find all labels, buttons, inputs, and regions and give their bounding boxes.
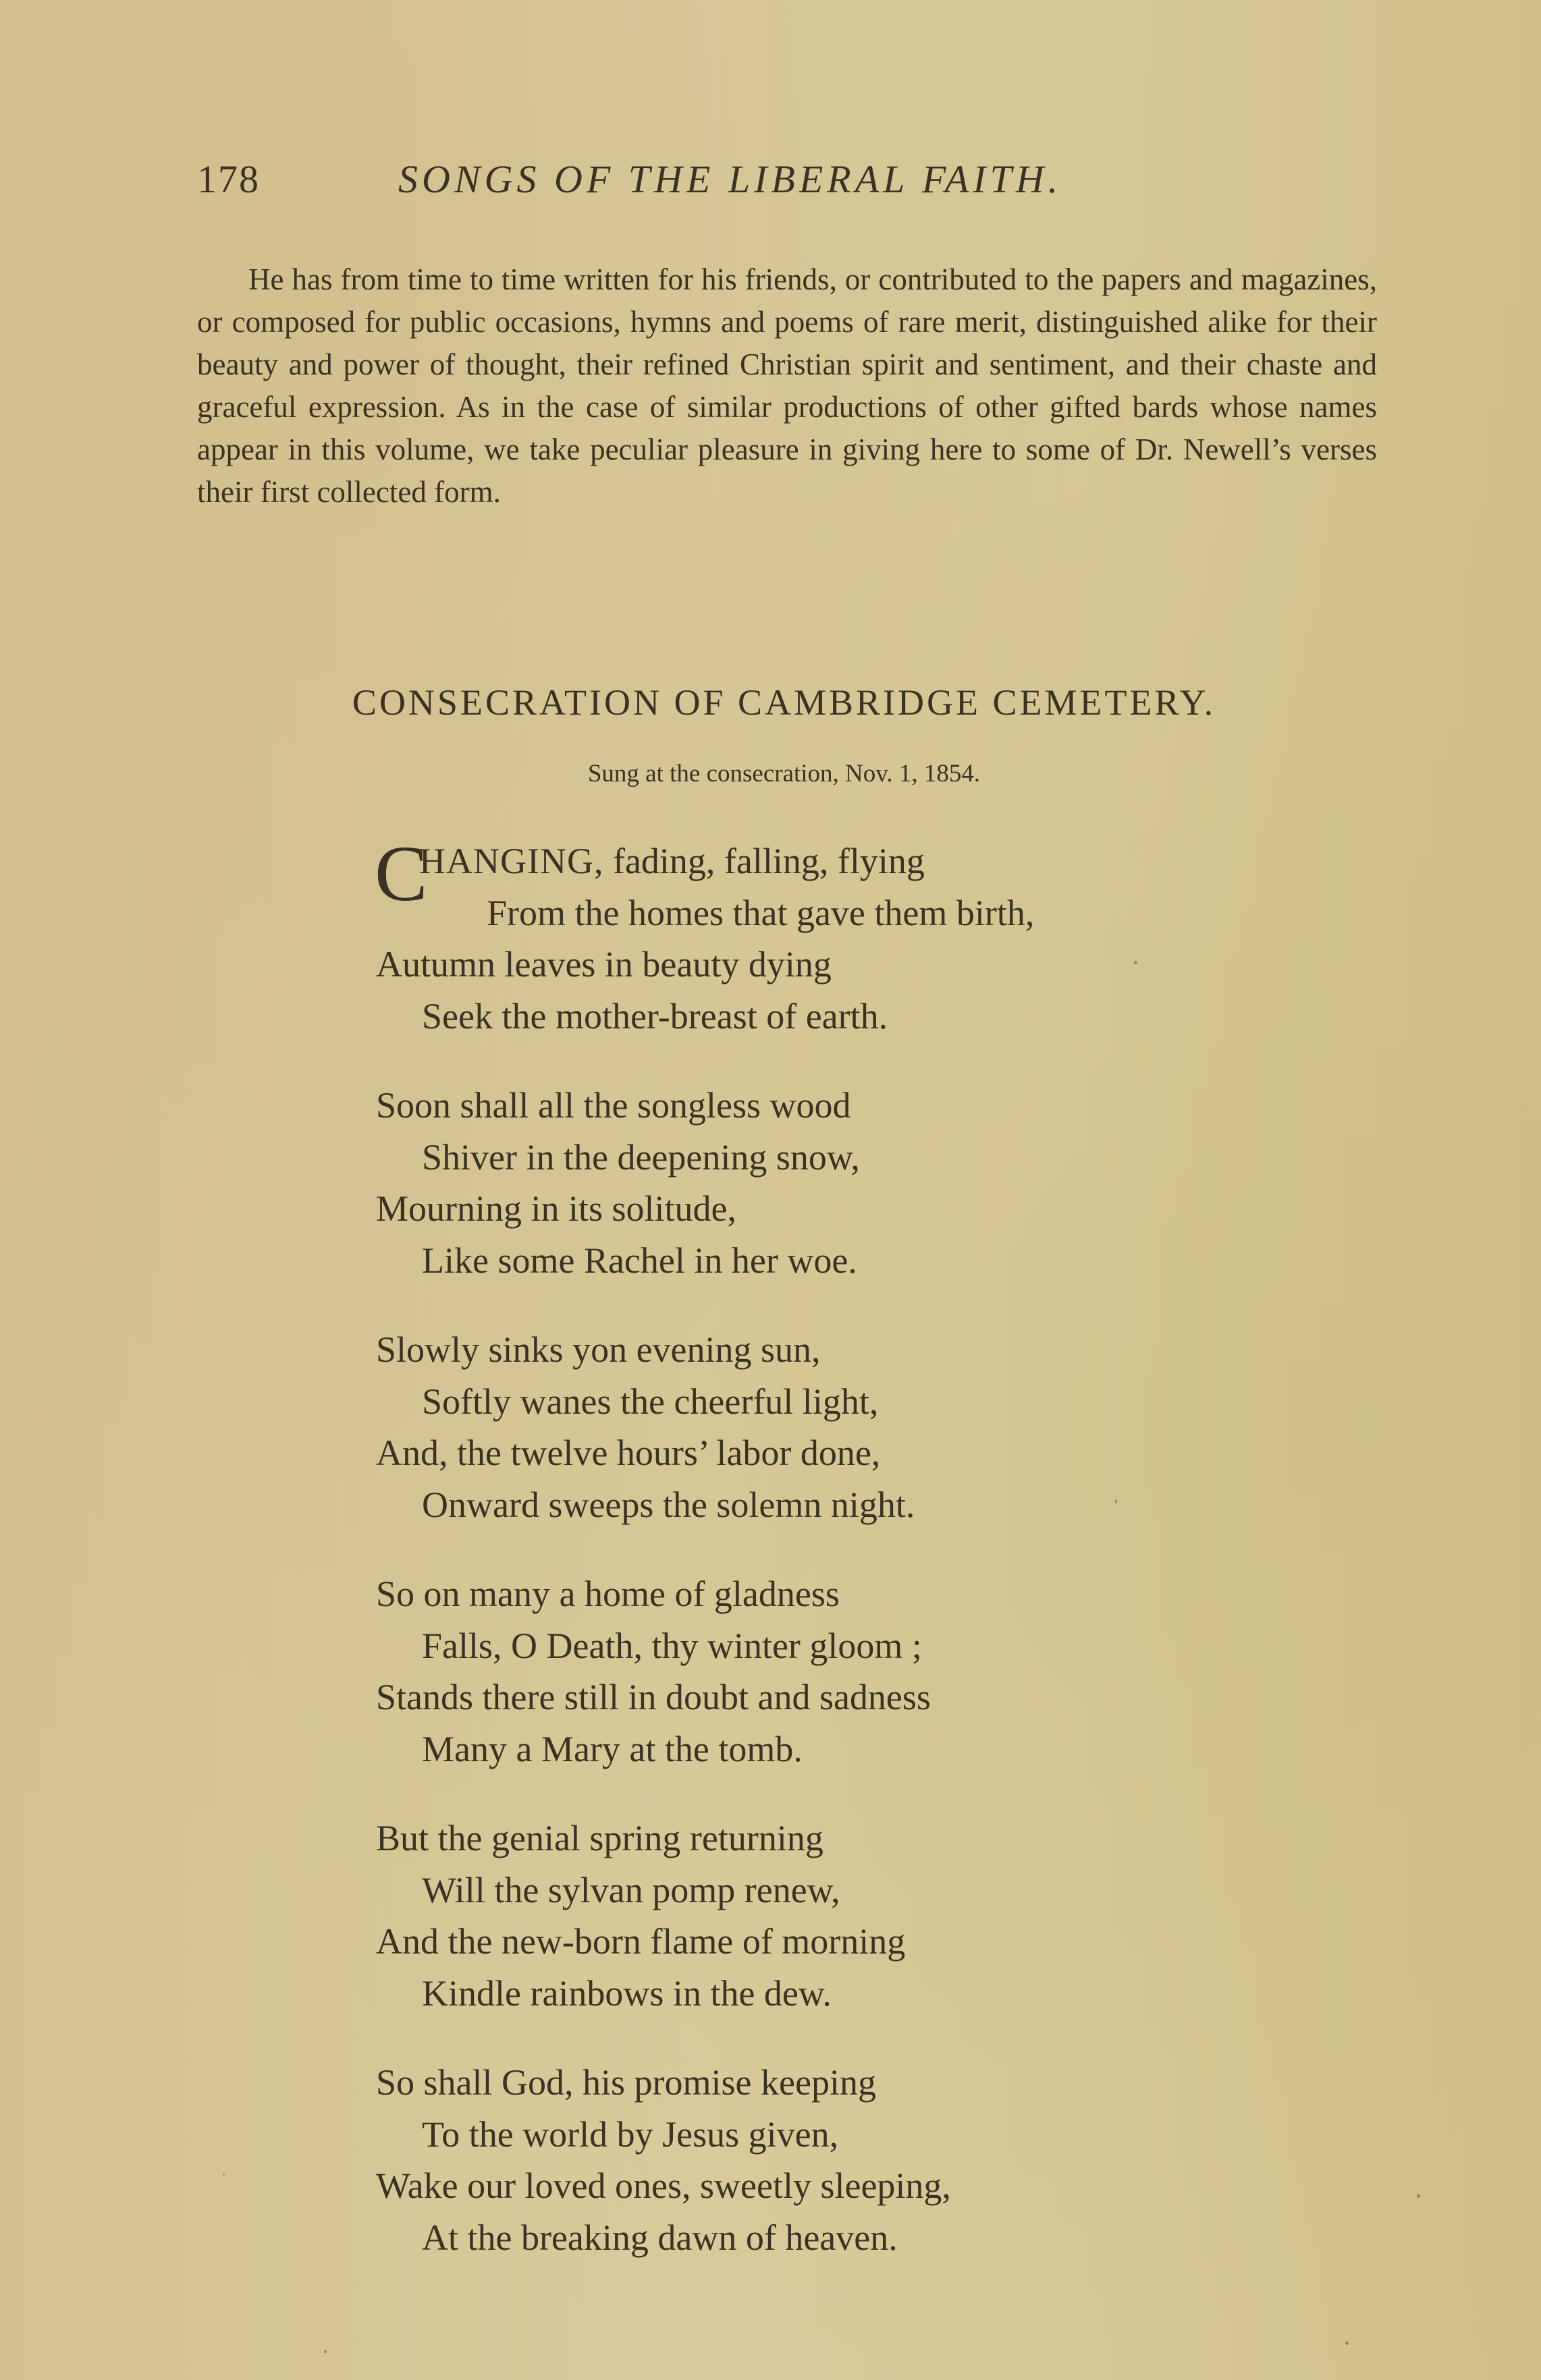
- stanza: [376, 1812, 1253, 2019]
- poem-line: Wake our loved ones, sweetly sleeping,: [376, 2165, 951, 2206]
- running-head: [197, 157, 1223, 211]
- paper-speck: [324, 2350, 327, 2353]
- poem-line: Seek the mother-breast of earth.: [422, 995, 888, 1036]
- poem-line: Stands there still in doubt and sadness: [376, 1677, 931, 1717]
- poem-line: Falls, O Death, thy winter gloom ;: [422, 1625, 922, 1666]
- poem-line: Will the sylvan pomp renew,: [422, 1869, 840, 1910]
- paper-speck: [1134, 961, 1137, 964]
- poem-line: Slowly sinks yon evening sun,: [376, 1329, 821, 1370]
- paper-speck: [223, 2173, 225, 2177]
- stanza: [376, 1324, 1253, 1530]
- poem-line: So shall God, his promise keeping: [376, 2062, 876, 2103]
- first-line-caps: HANGING,: [419, 841, 604, 881]
- poem-line: Shiver in the deepening snow,: [422, 1136, 860, 1178]
- poem-line: Onward sweeps the solemn night.: [422, 1484, 915, 1525]
- intro-paragraph: He has from time to time written for his friends, or contributed to the papers and magazines, or composed for public occasions, hymns and poems of rare merit, distinguished alike for their beauty and power of thought, their refined Christian spirit and sentiment, and their chaste and graceful expression. As in the case of similar productions of other gifted bards whose names appear in this volume, we take peculiar pleasure in giving here to some of Dr. Newell’s verses their first collected form.: [197, 262, 1377, 509]
- paper-speck: [1417, 2194, 1420, 2198]
- stanza: [376, 1080, 1253, 1286]
- running-title: SONGS OF THE LIBERAL FAITH.: [398, 157, 1062, 201]
- drop-cap: C: [375, 829, 428, 918]
- poem-line: So on many a home of gladness: [376, 1574, 840, 1614]
- poem-line: To the world by Jesus given,: [422, 2113, 839, 2155]
- paper-speck: [1345, 2342, 1349, 2345]
- poem-line: Like some Rachel in her woe.: [422, 1240, 857, 1281]
- first-line-rest: fading, falling, flying: [603, 841, 925, 881]
- poem-line: Soon shall all the songless wood: [376, 1085, 851, 1126]
- poem-line: And the new-born flame of morning: [376, 1921, 906, 1962]
- poem-line: Softly wanes the cheerful light,: [422, 1381, 879, 1422]
- stanza: [376, 1568, 1253, 1775]
- poem-body: [375, 829, 1253, 2301]
- poem-line: Autumn leaves in beauty dying: [376, 944, 832, 985]
- poem-subtitle: Sung at the consecration, Nov. 1, 1854.: [587, 760, 981, 787]
- poem-line: But the genial spring returning: [376, 1818, 823, 1858]
- poem-line: Kindle rainbows in the dew.: [422, 1972, 832, 2014]
- poem-line: Many a Mary at the tomb.: [422, 1728, 803, 1769]
- page-number: 178: [197, 157, 260, 201]
- stanza: [376, 2057, 1253, 2263]
- poem-line: And, the twelve hours’ labor done,: [376, 1433, 881, 1473]
- stanza: [375, 829, 1253, 1042]
- poem-line: Mourning in its solitude,: [376, 1188, 737, 1229]
- poem-line: At the breaking dawn of heaven.: [422, 2217, 898, 2258]
- poem-title: CONSECRATION OF CAMBRIDGE CEMETERY.: [352, 682, 1216, 723]
- poem-line: From the homes that gave them birth,: [487, 892, 1035, 933]
- paper-speck: [1115, 1499, 1117, 1503]
